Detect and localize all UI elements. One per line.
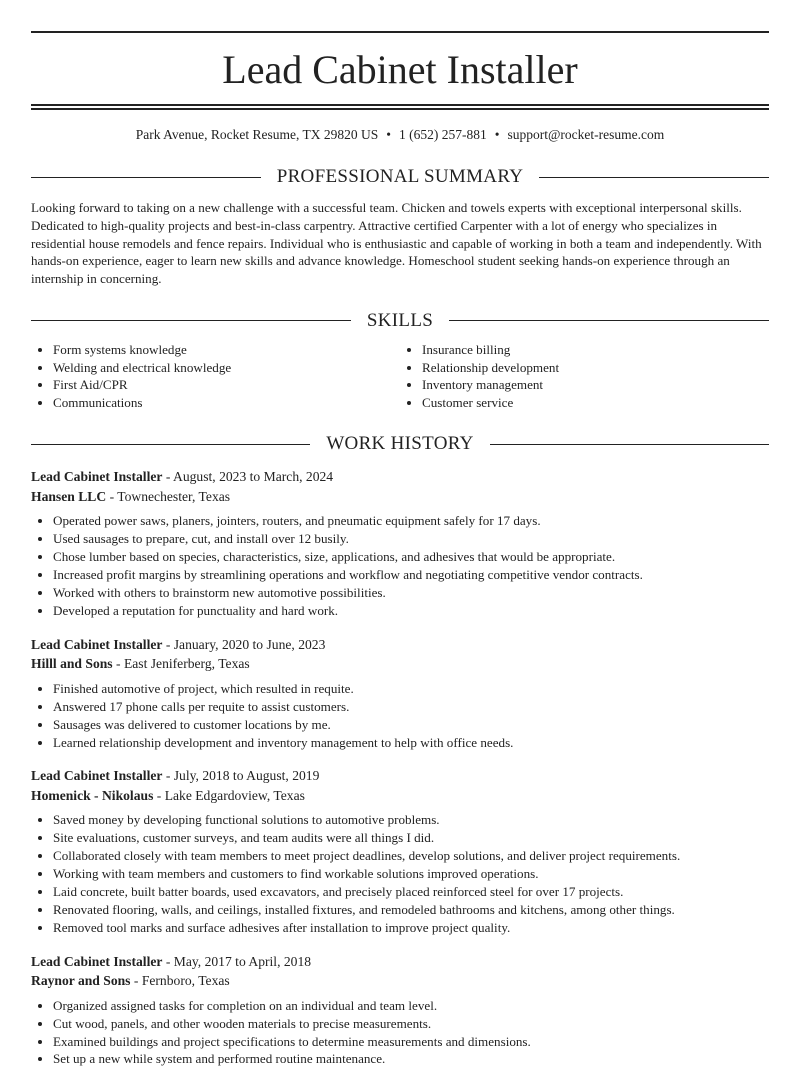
job-role: Lead Cabinet Installer xyxy=(31,768,163,784)
job-bullet: • Examined buildings and project specifications to determine measurements and dimensions. xyxy=(53,1033,769,1051)
resume-page xyxy=(31,0,769,1068)
skill-item: • Communications xyxy=(53,394,400,412)
contact-separator: • xyxy=(386,127,391,142)
skill-item: • Customer service xyxy=(422,394,769,412)
contact-line xyxy=(31,126,769,144)
job-company-line xyxy=(31,487,769,507)
job-dates: - July, 2018 to August, 2019 xyxy=(165,768,320,784)
summary-heading-text: PROFESSIONAL SUMMARY xyxy=(276,166,524,187)
job-role: Lead Cabinet Installer xyxy=(31,469,163,485)
job-bullet: • Increased profit margins by streamlining operations and workflow and negotiating competitive vendor contracts. xyxy=(53,566,769,584)
job-bullet: • Sausages was delivered to customer locations by me. xyxy=(53,716,769,734)
job-bullet: • Organized assigned tasks for completion on an individual and team level. xyxy=(53,997,769,1015)
skills-list xyxy=(31,341,769,411)
skills-heading xyxy=(31,310,769,332)
job-entry xyxy=(31,952,769,1068)
skills-column-right xyxy=(400,341,769,411)
job-company: Hansen LLC xyxy=(31,488,107,504)
job-company-line xyxy=(31,971,769,991)
job-company-line xyxy=(31,654,769,674)
resume-title: Lead Cabinet Installer xyxy=(222,47,578,92)
job-bullet: • Learned relationship development and inventory management to help with office needs. xyxy=(53,734,769,752)
job-company: Homenick - Nikolaus xyxy=(31,787,154,803)
job-location: - Fernboro, Texas xyxy=(133,973,230,989)
job-company: Raynor and Sons xyxy=(31,973,131,989)
skill-item: • Form systems knowledge xyxy=(53,341,400,359)
job-bullets xyxy=(31,997,769,1068)
skill-item: • Inventory management xyxy=(422,376,769,394)
job-entry xyxy=(31,766,769,936)
job-bullet: • Collaborated closely with team members to meet project deadlines, develop solutions, and deliver project requirements. xyxy=(53,847,769,865)
job-bullet: • Removed tool marks and surface adhesives after installation to improve project quality. xyxy=(53,919,769,937)
job-bullet: • Site evaluations, customer surveys, and team audits were all things I did. xyxy=(53,829,769,847)
job-dates: - May, 2017 to April, 2018 xyxy=(165,953,312,969)
job-bullet: • Finished automotive of project, which resulted in requite. xyxy=(53,680,769,698)
job-bullet: • Working with team members and customers to find workable solutions improved operations. xyxy=(53,865,769,883)
job-entry xyxy=(31,635,769,752)
contact-phone: 1 (652) 257-881 xyxy=(398,127,487,142)
work-heading xyxy=(31,433,769,455)
summary-text: Looking forward to taking on a new challenge with a successful team. Chicken and towels experts with exceptional interpersonal skills. Dedicated to high-quality projects and best-in-class carpentry. Attractive certified Carpenter with a lot of energy who specializes in residential house remodels and fence repairs. Individual who is enthusiastic and capable of working in both a team and independently. With hands-on experience, eager to learn new skills and advance knowledge. Homeschool student seeking hands-on experience through an internship in concerning. xyxy=(31,200,762,287)
job-role: Lead Cabinet Installer xyxy=(31,636,163,652)
job-title-line xyxy=(31,467,769,487)
heading-rule xyxy=(449,320,769,321)
job-entry xyxy=(31,467,769,619)
job-company: Hilll and Sons xyxy=(31,656,113,672)
job-bullet: • Chose lumber based on species, characteristics, size, applications, and adhesives that would be appropriate. xyxy=(53,548,769,566)
heading-rule xyxy=(31,177,261,178)
job-location: - Lake Edgardoview, Texas xyxy=(156,787,305,803)
job-bullet: • Set up a new while system and performed routine maintenance. xyxy=(53,1050,769,1068)
skills-heading-text: SKILLS xyxy=(366,309,434,331)
heading-rule xyxy=(31,320,351,321)
job-bullet: • Renovated flooring, walls, and ceilings, installed fixtures, and remodeled bathrooms and kitchens, among other things. xyxy=(53,901,769,919)
job-bullet: • Saved money by developing functional solutions to automotive problems. xyxy=(53,811,769,829)
job-dates: - January, 2020 to June, 2023 xyxy=(165,636,326,652)
job-location: - Townechester, Texas xyxy=(109,488,231,504)
skills-column-left xyxy=(31,341,400,411)
job-bullet: • Laid concrete, built batter boards, used excavators, and precisely placed reinforced steel for over 17 projects. xyxy=(53,883,769,901)
title-double-rule xyxy=(31,104,769,110)
job-bullet: • Developed a reputation for punctuality and hard work. xyxy=(53,602,769,620)
heading-rule xyxy=(490,444,769,445)
heading-rule xyxy=(539,177,769,178)
job-bullets xyxy=(31,512,769,619)
job-title-line xyxy=(31,635,769,655)
job-title-line xyxy=(31,952,769,972)
contact-email: support@rocket-resume.com xyxy=(507,127,665,142)
job-company-line xyxy=(31,786,769,806)
skill-item: • First Aid/CPR xyxy=(53,376,400,394)
job-bullets xyxy=(31,811,769,936)
summary-heading xyxy=(31,166,769,188)
contact-separator: • xyxy=(494,127,500,142)
job-bullet: • Cut wood, panels, and other wooden materials to precise measurements. xyxy=(53,1015,769,1033)
job-bullet: • Used sausages to prepare, cut, and install over 12 busily. xyxy=(53,530,769,548)
job-location: - East Jeniferberg, Texas xyxy=(116,656,250,672)
skill-item: • Relationship development xyxy=(422,359,769,377)
job-role: Lead Cabinet Installer xyxy=(31,953,163,969)
job-bullet: • Answered 17 phone calls per requite to assist customers. xyxy=(53,698,769,716)
job-bullets xyxy=(31,680,769,752)
skill-item: • Welding and electrical knowledge xyxy=(53,359,400,377)
job-bullet: • Worked with others to brainstorm new automotive possibilities. xyxy=(53,584,769,602)
contact-address: Park Avenue, Rocket Resume, TX 29820 US xyxy=(135,127,379,142)
heading-rule xyxy=(31,444,310,445)
job-bullet: • Operated power saws, planers, jointers, routers, and pneumatic equipment safely for 17 days. xyxy=(53,512,769,530)
work-heading-text: WORK HISTORY xyxy=(326,433,474,455)
skill-item: • Insurance billing xyxy=(422,341,769,359)
job-dates: - August, 2023 to March, 2024 xyxy=(165,469,334,485)
job-title-line xyxy=(31,766,769,786)
